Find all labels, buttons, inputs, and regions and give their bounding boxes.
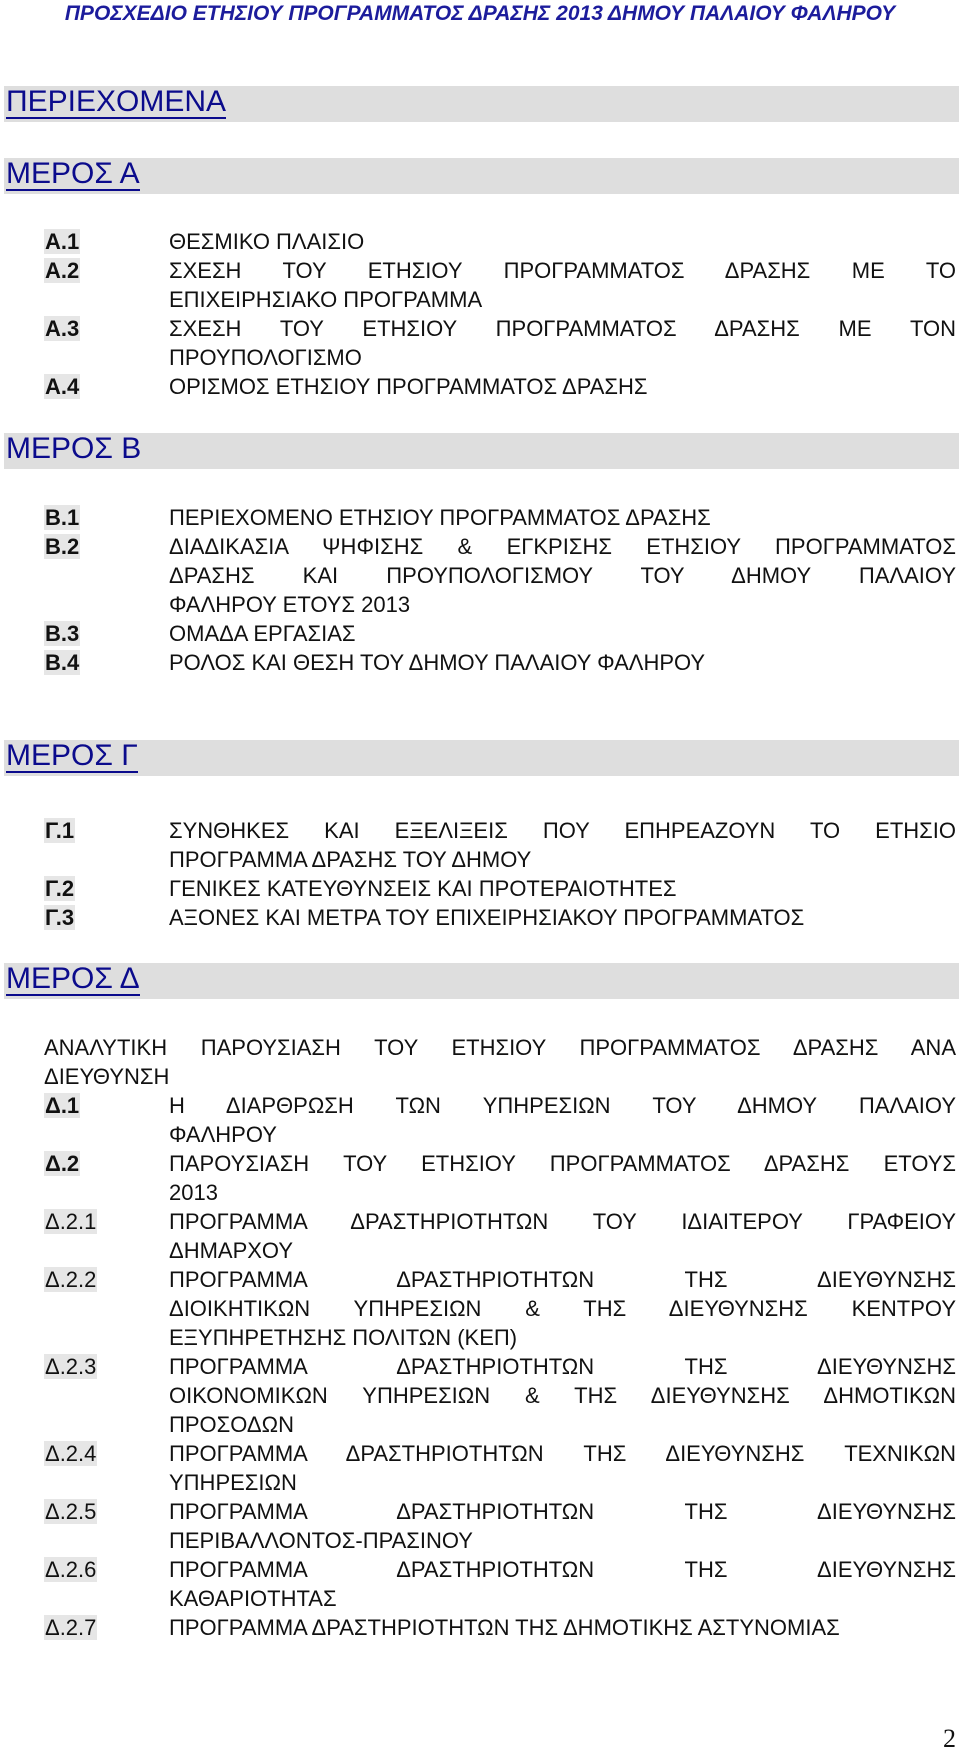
toc-entry-line: ΕΞΥΠΗΡΕΤΗΣΗΣ ΠΟΛΙΤΩΝ (ΚΕΠ) (169, 1325, 518, 1350)
toc-entry-code: Β.4 (45, 650, 80, 675)
toc-entry[interactable] (44, 648, 956, 677)
toc-entry[interactable] (44, 1555, 956, 1613)
toc-entry-line: ΠΕΡΙΒΑΛΛΟΝΤΟΣ-ΠΡΑΣΙΝΟΥ (169, 1528, 473, 1553)
toc-entry-line: ΔΙΟΙΚΗΤΙΚΩΝ ΥΠΗΡΕΣΙΩΝ & ΤΗΣ ΔΙΕΥΘΥΝΣΗΣ ΚΕΝΤΡΟΥ (169, 1296, 956, 1321)
toc-entry[interactable] (44, 619, 956, 648)
intro-line: ΑΝΑΛΥΤΙΚΗ ΠΑΡΟΥΣΙΑΣΗ ΤΟΥ ΕΤΗΣΙΟΥ ΠΡΟΓΡΑΜΜΑΤΟΣ ΔΡΑΣΗΣ ΑΝΑ (44, 1035, 956, 1060)
page-number: 2 (943, 1724, 956, 1753)
toc-entry-code: Δ.2.6 (45, 1557, 97, 1582)
toc-entry-line: ΠΡΟΓΡΑΜΜΑ ΔΡΑΣΗΣ ΤΟΥ ΔΗΜΟΥ (169, 847, 532, 872)
toc-entry-line: ΠΡΟΥΠΟΛΟΓΙΣΜΟ (169, 345, 362, 370)
toc-entry[interactable] (44, 532, 956, 619)
document-header: ΠΡΟΣΧΕΔΙΟ ΕΤΗΣΙΟΥ ΠΡΟΓΡΑΜΜΑΤΟΣ ΔΡΑΣΗΣ 2013 ΔΗΜΟΥ ΠΑΛΑΙΟΥ ΦΑΛΗΡΟΥ (64, 2, 896, 25)
toc-entry[interactable] (44, 874, 956, 903)
contents-title: ΠΕΡΙΕΧΟΜΕΝΑ (6, 85, 227, 118)
toc-entry-line: ΠΡΟΓΡΑΜΜΑ ΔΡΑΣΤΗΡΙΟΤΗΤΩΝ ΤΗΣ ΔΙΕΥΘΥΝΣΗΣ (169, 1354, 956, 1379)
toc-entry-line: ΦΑΛΗΡΟΥ ΕΤΟΥΣ 2013 (169, 592, 411, 617)
toc-entry-line: ΠΡΟΣΟΔΩΝ (169, 1412, 294, 1437)
toc-entry-title (169, 1439, 956, 1497)
toc-entry-code: Δ.2.2 (45, 1267, 97, 1292)
toc-entry-title (169, 619, 956, 648)
toc-entry-code: Δ.2.3 (45, 1354, 97, 1379)
toc-entry[interactable] (44, 1091, 956, 1149)
toc-entry-title (169, 903, 956, 932)
toc-entry-line: ΠΡΟΓΡΑΜΜΑ ΔΡΑΣΤΗΡΙΟΤΗΤΩΝ ΤΗΣ ΔΙΕΥΘΥΝΣΗΣ ΤΕΧΝΙΚΩΝ (169, 1441, 956, 1466)
toc-entry-line: ΦΑΛΗΡΟΥ (169, 1122, 277, 1147)
toc-entry-line: ΚΑΘΑΡΙΟΤΗΤΑΣ (169, 1586, 337, 1611)
toc-entry[interactable] (44, 314, 956, 372)
toc-entry[interactable] (44, 372, 956, 401)
toc-entry-line: ΣΧΕΣΗ ΤΟΥ ΕΤΗΣΙΟΥ ΠΡΟΓΡΑΜΜΑΤΟΣ ΔΡΑΣΗΣ ΜΕ ΤΟ (169, 258, 956, 283)
part-c-toc (44, 816, 956, 932)
part-a-title: ΜΕΡΟΣ Α (6, 157, 140, 190)
toc-entry-title (169, 1207, 956, 1265)
toc-entry[interactable] (44, 1352, 956, 1439)
toc-entry-code: Γ.1 (45, 818, 75, 843)
toc-entry-line: Η ΔΙΑΡΘΡΩΣΗ ΤΩΝ ΥΠΗΡΕΣΙΩΝ ΤΟΥ ΔΗΜΟΥ ΠΑΛΑΙΟΥ (169, 1093, 956, 1118)
toc-entry-code: Α.2 (45, 258, 80, 283)
toc-entry-line: ΑΞΟΝΕΣ ΚΑΙ ΜΕΤΡΑ ΤΟΥ ΕΠΙΧΕΙΡΗΣΙΑΚΟΥ ΠΡΟΓΡΑΜΜΑΤΟΣ (169, 905, 805, 930)
part-d-title: ΜΕΡΟΣ Δ (6, 962, 140, 995)
part-c-heading-bar (4, 740, 959, 776)
toc-entry[interactable] (44, 816, 956, 874)
toc-entry[interactable] (44, 1207, 956, 1265)
intro-line: ΔΙΕΥΘΥΝΣΗ (44, 1064, 170, 1089)
toc-entry[interactable] (44, 1613, 956, 1642)
toc-entry-line: ΠΑΡΟΥΣΙΑΣΗ ΤΟΥ ΕΤΗΣΙΟΥ ΠΡΟΓΡΑΜΜΑΤΟΣ ΔΡΑΣΗΣ ΕΤΟΥΣ (169, 1151, 956, 1176)
toc-entry-line: ΠΕΡΙΕΧΟΜΕΝΟ ΕΤΗΣΙΟΥ ΠΡΟΓΡΑΜΜΑΤΟΣ ΔΡΑΣΗΣ (169, 505, 711, 530)
contents-heading-bar (4, 86, 959, 122)
toc-entry-title (169, 372, 956, 401)
toc-entry-title (169, 256, 956, 314)
toc-entry[interactable] (44, 1265, 956, 1352)
toc-entry-line: ΟΙΚΟΝΟΜΙΚΩΝ ΥΠΗΡΕΣΙΩΝ & ΤΗΣ ΔΙΕΥΘΥΝΣΗΣ ΔΗΜΟΤΙΚΩΝ (169, 1383, 956, 1408)
part-d-heading-bar (4, 963, 959, 999)
toc-entry-title (169, 503, 956, 532)
toc-entry[interactable] (44, 1439, 956, 1497)
toc-entry[interactable] (44, 1497, 956, 1555)
toc-entry-line: ΣΥΝΘΗΚΕΣ ΚΑΙ ΕΞΕΛΙΞΕΙΣ ΠΟΥ ΕΠΗΡΕΑΖΟΥΝ ΤΟ ΕΤΗΣΙΟ (169, 818, 956, 843)
part-a-toc (44, 227, 956, 401)
toc-entry-line: ΟΜΑΔΑ ΕΡΓΑΣΙΑΣ (169, 621, 356, 646)
toc-entry-line: ΓΕΝΙΚΕΣ ΚΑΤΕΥΘΥΝΣΕΙΣ ΚΑΙ ΠΡΟΤΕΡΑΙΟΤΗΤΕΣ (169, 876, 677, 901)
toc-entry-line: 2013 (169, 1180, 218, 1205)
toc-entry-title (169, 227, 956, 256)
toc-entry-line: ΠΡΟΓΡΑΜΜΑ ΔΡΑΣΤΗΡΙΟΤΗΤΩΝ ΤΟΥ ΙΔΙΑΙΤΕΡΟΥ ΓΡΑΦΕΙΟΥ (169, 1209, 956, 1234)
toc-entry-code: Γ.2 (45, 876, 75, 901)
toc-entry-line: ΘΕΣΜΙΚΟ ΠΛΑΙΣΙΟ (169, 229, 365, 254)
part-d-intro (44, 1033, 956, 1091)
toc-entry-code: Δ.2.1 (45, 1209, 97, 1234)
toc-entry-line: ΔΗΜΑΡΧΟΥ (169, 1238, 294, 1263)
part-a-heading-bar (4, 158, 959, 194)
toc-entry-title (169, 1555, 956, 1613)
toc-entry-title (169, 648, 956, 677)
toc-entry-line: ΠΡΟΓΡΑΜΜΑ ΔΡΑΣΤΗΡΙΟΤΗΤΩΝ ΤΗΣ ΔΙΕΥΘΥΝΣΗΣ (169, 1267, 956, 1292)
toc-entry-title (169, 1613, 956, 1642)
toc-entry-line: ΔΙΑΔΙΚΑΣΙΑ ΨΗΦΙΣΗΣ & ΕΓΚΡΙΣΗΣ ΕΤΗΣΙΟΥ ΠΡΟΓΡΑΜΜΑΤΟΣ (169, 534, 956, 559)
toc-entry-title (169, 314, 956, 372)
toc-entry-code: Α.4 (45, 374, 80, 399)
toc-entry-code: Β.3 (45, 621, 80, 646)
toc-entry-title (169, 1091, 956, 1149)
toc-entry-title (169, 1497, 956, 1555)
toc-entry-code: Δ.2.5 (45, 1499, 97, 1524)
toc-entry-title (169, 874, 956, 903)
toc-entry[interactable] (44, 227, 956, 256)
toc-entry[interactable] (44, 256, 956, 314)
toc-entry-line: ΣΧΕΣΗ ΤΟΥ ΕΤΗΣΙΟΥ ΠΡΟΓΡΑΜΜΑΤΟΣ ΔΡΑΣΗΣ ΜΕ ΤΟΝ (169, 316, 956, 341)
part-c-title: ΜΕΡΟΣ Γ (6, 739, 138, 772)
toc-entry-title (169, 1265, 956, 1352)
toc-entry-code: Δ.2.7 (45, 1615, 97, 1640)
part-b-heading-bar (4, 433, 959, 469)
part-b-toc (44, 503, 956, 677)
toc-entry-code: Α.3 (45, 316, 80, 341)
toc-entry-line: ΡΟΛΟΣ ΚΑΙ ΘΕΣΗ ΤΟΥ ΔΗΜΟΥ ΠΑΛΑΙΟΥ ΦΑΛΗΡΟΥ (169, 650, 706, 675)
toc-entry-code: Δ.1 (45, 1093, 80, 1118)
toc-entry-line: ΠΡΟΓΡΑΜΜΑ ΔΡΑΣΤΗΡΙΟΤΗΤΩΝ ΤΗΣ ΔΙΕΥΘΥΝΣΗΣ (169, 1557, 956, 1582)
toc-entry-code: Γ.3 (45, 905, 75, 930)
toc-entry-line: ΠΡΟΓΡΑΜΜΑ ΔΡΑΣΤΗΡΙΟΤΗΤΩΝ ΤΗΣ ΔΙΕΥΘΥΝΣΗΣ (169, 1499, 956, 1524)
toc-entry-line: ΕΠΙΧΕΙΡΗΣΙΑΚΟ ΠΡΟΓΡΑΜΜΑ (169, 287, 483, 312)
toc-entry-code: Β.2 (45, 534, 80, 559)
toc-entry-line: ΟΡΙΣΜΟΣ ΕΤΗΣΙΟΥ ΠΡΟΓΡΑΜΜΑΤΟΣ ΔΡΑΣΗΣ (169, 374, 648, 399)
toc-entry-code: Α.1 (45, 229, 80, 254)
toc-entry[interactable] (44, 903, 956, 932)
toc-entry-title (169, 1149, 956, 1207)
toc-entry-code: Δ.2 (45, 1151, 80, 1176)
toc-entry-title (169, 532, 956, 619)
part-b-title: ΜΕΡΟΣ Β (6, 432, 142, 465)
toc-entry-code: Β.1 (45, 505, 80, 530)
toc-entry[interactable] (44, 503, 956, 532)
part-d-toc (44, 1091, 956, 1642)
toc-entry-title (169, 1352, 956, 1439)
toc-entry-code: Δ.2.4 (45, 1441, 97, 1466)
toc-entry-line: ΠΡΟΓΡΑΜΜΑ ΔΡΑΣΤΗΡΙΟΤΗΤΩΝ ΤΗΣ ΔΗΜΟΤΙΚΗΣ ΑΣΤΥΝΟΜΙΑΣ (169, 1615, 840, 1640)
toc-entry-line: ΔΡΑΣΗΣ ΚΑΙ ΠΡΟΥΠΟΛΟΓΙΣΜΟΥ ΤΟΥ ΔΗΜΟΥ ΠΑΛΑΙΟΥ (169, 563, 956, 588)
toc-entry-line: ΥΠΗΡΕΣΙΩΝ (169, 1470, 297, 1495)
toc-entry[interactable] (44, 1149, 956, 1207)
toc-entry-title (169, 816, 956, 874)
